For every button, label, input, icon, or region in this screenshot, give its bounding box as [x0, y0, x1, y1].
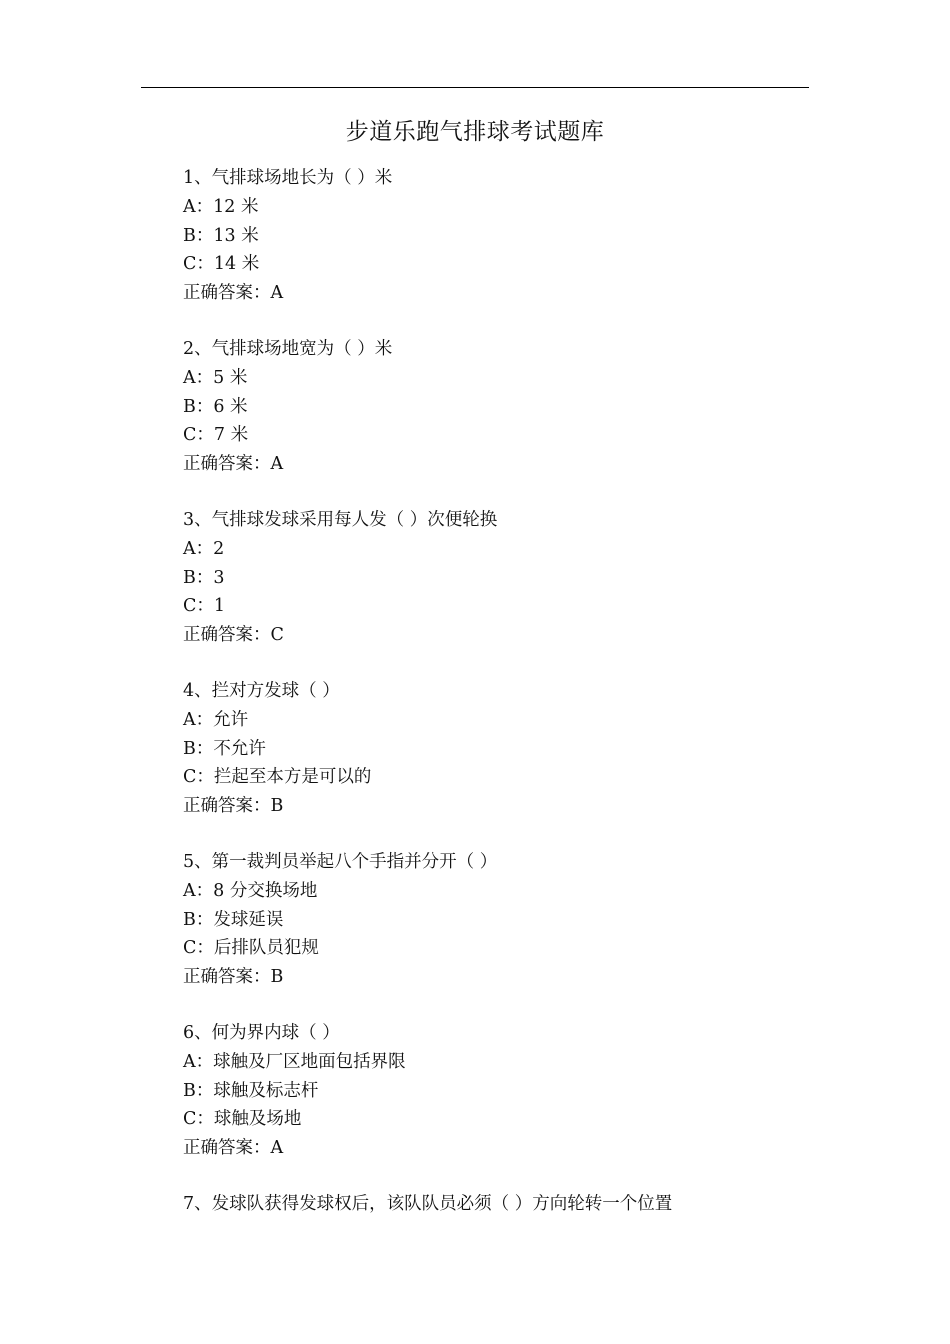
correct-answer: 正确答案：B: [183, 967, 284, 988]
question-4: [183, 677, 823, 821]
option-c: C：拦起至本方是可以的: [183, 767, 372, 788]
option-a: A：球触及厂区地面包括界限: [183, 1051, 406, 1072]
correct-answer: 正确答案：A: [183, 1138, 284, 1159]
option-b: B：球触及标志杆: [183, 1080, 319, 1101]
correct-answer: 正确答案：A: [183, 454, 284, 475]
question-stem: 7、发球队获得发球权后，该队队员必须（ ）方向轮转一个位置: [183, 1193, 673, 1214]
option-a: A：允许: [183, 709, 249, 730]
correct-answer: 正确答案：C: [183, 625, 284, 646]
correct-answer: 正确答案：A: [183, 283, 284, 304]
question-1: [183, 164, 823, 308]
option-c: C：球触及场地: [183, 1109, 302, 1130]
question-stem: 3、气排球发球采用每人发（ ）次便轮换: [183, 509, 498, 530]
option-c: C：7 米: [183, 425, 249, 446]
option-b: B：发球延误: [183, 909, 284, 930]
option-b: B：13 米: [183, 225, 259, 246]
option-b: B：不允许: [183, 738, 266, 759]
option-c: C：1: [183, 596, 226, 617]
document-title: 步道乐跑气排球考试题库: [345, 119, 605, 145]
option-c: C：后排队员犯规: [183, 938, 319, 959]
question-list: [183, 164, 823, 1246]
question-stem: 4、拦对方发球（ ）: [183, 680, 340, 701]
option-a: A：12 米: [183, 196, 259, 217]
question-5: [183, 848, 823, 992]
question-stem: 1、气排球场地长为（ ）米: [183, 168, 393, 188]
option-a: A：2: [183, 538, 225, 559]
header-rule: [141, 87, 809, 88]
question-stem: 2、气排球场地宽为（ ）米: [183, 338, 393, 359]
question-stem: 6、何为界内球（ ）: [183, 1022, 340, 1043]
question-6: [183, 1019, 823, 1163]
option-a: A：5 米: [183, 367, 248, 388]
option-b: B：6 米: [183, 396, 248, 417]
question-stem: 5、第一裁判员举起八个手指并分开（ ）: [183, 851, 498, 872]
question-3: [183, 506, 823, 650]
option-b: B：3: [183, 567, 225, 588]
question-2: [183, 335, 823, 479]
option-a: A：8 分交换场地: [183, 880, 318, 901]
question-7: [183, 1190, 823, 1219]
correct-answer: 正确答案：B: [183, 796, 284, 817]
option-c: C：14 米: [183, 254, 260, 275]
